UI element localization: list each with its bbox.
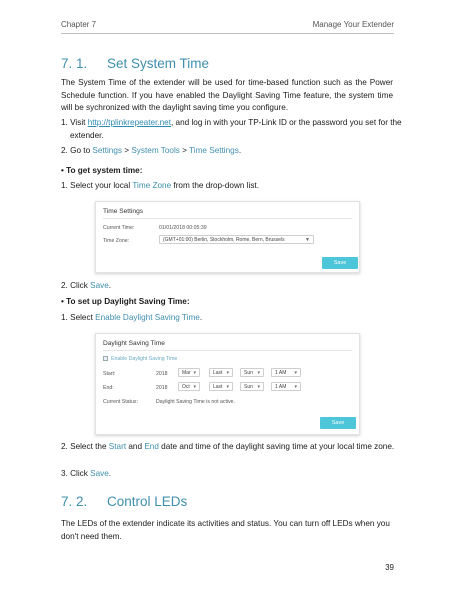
chevron-down-icon: ▾ [257, 384, 260, 390]
tplinkrepeater-link[interactable]: http://tplinkrepeater.net [87, 118, 171, 127]
start-week-select[interactable] [209, 368, 233, 377]
section-title: Set System Time [107, 56, 210, 71]
step-text: 2. Click [61, 281, 91, 290]
step-text: , and log in with your TP-Link ID or the password you set for the extender. [70, 118, 402, 140]
step-text: 3. Click [61, 469, 91, 478]
time-zone-value: (GMT+01:00) Berlin, Stockholm, Rome, Bern, Brussels [163, 237, 285, 243]
dst-save-button[interactable]: Save [320, 417, 356, 429]
end-label: End: [103, 385, 114, 391]
step-text: . [199, 313, 203, 322]
end-month: Oct [182, 384, 190, 390]
start-day: Sun [244, 370, 253, 376]
chevron-down-icon: ▾ [193, 384, 196, 390]
end-time: 1 AM [275, 384, 287, 390]
start-time-select[interactable] [271, 368, 301, 377]
page-number: 39 [385, 563, 394, 572]
bullet-daylight-saving: • To set up Daylight Saving Time: [61, 297, 190, 306]
start-ref: Start [108, 442, 127, 451]
start-month: Mar [182, 370, 191, 376]
step-text: . [108, 469, 112, 478]
chevron-down-icon: ▾ [226, 384, 229, 390]
end-week: Last [213, 384, 223, 390]
current-time-value: 01/01/2018 00:05:39 [159, 225, 207, 231]
step-text: 1. Select [61, 313, 96, 322]
system-tools-ref: System Tools [131, 146, 180, 155]
end-year: 2018 [156, 385, 168, 391]
step-click-save-dst [61, 468, 393, 481]
step-text: 1. Visit [61, 118, 88, 127]
enable-dst-ref: Enable Daylight Saving Time [95, 313, 200, 322]
start-week: Last [213, 370, 223, 376]
enable-dst-label: Enable Daylight Saving Time [111, 356, 178, 362]
step-text: . [238, 146, 242, 155]
separator: > [179, 146, 190, 155]
step-click-save [61, 280, 393, 293]
section-number: 7. 2. [61, 494, 88, 509]
step-goto [61, 145, 404, 158]
time-settings-panel [95, 201, 360, 273]
chevron-down-icon: ▾ [193, 370, 196, 376]
start-label: Start: [103, 371, 116, 377]
panel-title: Daylight Saving Time [103, 340, 165, 347]
step-text: from the drop-down list. [171, 181, 259, 190]
time-zone-select[interactable] [159, 235, 314, 244]
running-header [61, 20, 394, 32]
chevron-down-icon: ▾ [294, 370, 297, 376]
panel-rule [103, 218, 352, 219]
enable-dst-checkbox[interactable] [103, 356, 108, 361]
step-select-start-end [61, 441, 404, 454]
step-enable-dst [61, 312, 393, 325]
current-status-label: Current Status: [103, 399, 138, 405]
end-ref: End [144, 442, 159, 451]
step-text: 2. Go to [61, 146, 93, 155]
chapter-label: Chapter 7 [61, 20, 97, 29]
end-day: Sun [244, 384, 253, 390]
end-time-select[interactable] [271, 382, 301, 391]
current-status-value: Daylight Saving Time is not active. [156, 399, 235, 405]
step-text: and [126, 442, 145, 451]
step-text: . [108, 281, 112, 290]
intro-paragraph: The System Time of the extender will be used for time-based function such as the Power Schedule function. If you have enabled the Daylight Saving Time feature, the system time will be sychronized with the daylight saving time you configure. [61, 78, 393, 113]
save-ref: Save [90, 469, 109, 478]
chapter-title: Manage Your Extender [312, 20, 394, 29]
step-text: 1. Select your local [61, 181, 133, 190]
time-zone-label: Time Zone: [103, 238, 130, 244]
chevron-down-icon: ▾ [257, 370, 260, 376]
time-zone-ref: Time Zone [132, 181, 172, 190]
daylight-saving-panel [95, 333, 360, 435]
start-month-select[interactable] [178, 368, 200, 377]
step-text: 2. Select the [61, 442, 109, 451]
leds-paragraph: The LEDs of the extender indicate its activities and status. You can turn off LEDs when you don't need them. [61, 519, 390, 541]
step-text: date and time of the daylight saving time at your local time zone. [158, 442, 395, 451]
step-select-timezone [61, 180, 393, 193]
start-time: 1 AM [275, 370, 287, 376]
save-button[interactable]: Save [322, 257, 358, 269]
separator: > [122, 146, 132, 155]
current-time-label: Current Time: [103, 225, 135, 231]
section-heading-control-leds [61, 494, 187, 509]
section-number: 7. 1. [61, 56, 88, 71]
bullet-get-system-time: • To get system time: [61, 166, 143, 175]
chevron-down-icon: ▼ [305, 237, 310, 243]
section-heading-set-system-time [61, 56, 209, 71]
save-ref: Save [90, 281, 109, 290]
chevron-down-icon: ▾ [226, 370, 229, 376]
header-rule [61, 33, 394, 34]
end-day-select[interactable] [240, 382, 264, 391]
start-day-select[interactable] [240, 368, 264, 377]
end-week-select[interactable] [209, 382, 233, 391]
end-month-select[interactable] [178, 382, 200, 391]
start-year: 2018 [156, 371, 168, 377]
time-settings-ref: Time Settings [189, 146, 239, 155]
panel-rule [103, 350, 352, 351]
chevron-down-icon: ▾ [294, 384, 297, 390]
panel-title: Time Settings [103, 208, 144, 215]
section-title: Control LEDs [107, 494, 188, 509]
step-visit [61, 117, 404, 142]
settings-ref: Settings [92, 146, 122, 155]
